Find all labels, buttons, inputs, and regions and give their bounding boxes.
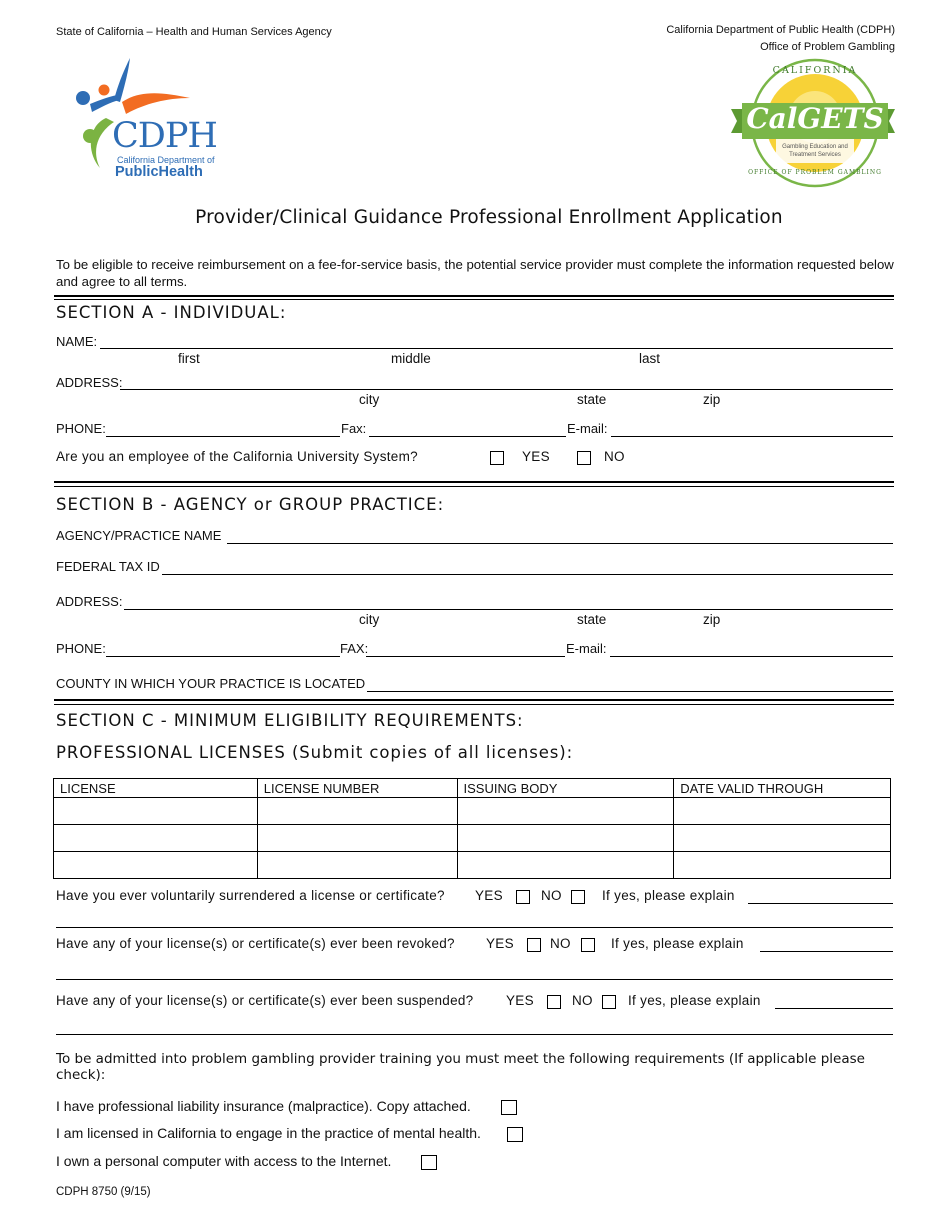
county-field[interactable] — [367, 691, 893, 692]
issuing-body-cell[interactable] — [457, 798, 674, 825]
requirements-intro: To be admitted into problem gambling provider training you must meet the following requirements (If applicable please check): — [56, 1051, 865, 1083]
surrendered-explain-label: If yes, please explain — [602, 888, 735, 903]
section-c-heading: SECTION C - MINIMUM ELIGIBILITY REQUIREMENTS: — [56, 711, 524, 730]
suspended-no-checkbox[interactable] — [602, 995, 616, 1009]
agency-zip-caption: zip — [703, 612, 721, 627]
employee-yes-checkbox[interactable] — [490, 451, 504, 465]
employee-yes-label: YES — [522, 449, 550, 464]
agency-address-field[interactable] — [124, 609, 893, 610]
cdph-subtitle: California Department of — [117, 155, 215, 165]
calgets-top-text: CALIFORNIA — [772, 65, 858, 76]
middle-name-caption: middle — [391, 351, 431, 366]
employee-no-checkbox[interactable] — [577, 451, 591, 465]
license-number-cell[interactable] — [257, 825, 457, 852]
date-valid-column-header: DATE VALID THROUGH — [674, 779, 891, 798]
agency-state-caption: state — [577, 612, 607, 627]
agency-city-caption: city — [359, 612, 380, 627]
surrendered-no-checkbox[interactable] — [571, 890, 585, 904]
date-valid-cell[interactable] — [674, 852, 891, 879]
requirement-computer-checkbox[interactable] — [421, 1155, 437, 1170]
section-c-divider-thin — [54, 704, 894, 705]
agency-fax-field[interactable] — [366, 656, 565, 657]
department-name: California Department of Public Health (CDPH) — [666, 24, 895, 36]
suspended-explain-field-2[interactable] — [56, 1034, 893, 1035]
requirement-insurance-text: I have professional liability insurance (malpractice). Copy attached. — [56, 1098, 471, 1114]
date-valid-cell[interactable] — [674, 825, 891, 852]
issuing-body-cell[interactable] — [457, 825, 674, 852]
agency-phone-label: PHONE: — [56, 641, 106, 656]
license-number-cell[interactable] — [257, 798, 457, 825]
agency-phone-field[interactable] — [106, 656, 340, 657]
name-field[interactable] — [100, 348, 893, 349]
phone-label: PHONE: — [56, 421, 106, 436]
section-a-divider-thin — [54, 299, 894, 300]
revoked-yes-label: YES — [486, 936, 514, 951]
license-cell[interactable] — [54, 825, 258, 852]
license-cell[interactable] — [54, 798, 258, 825]
first-name-caption: first — [178, 351, 200, 366]
issuing-body-column-header: ISSUING BODY — [457, 779, 674, 798]
employee-no-label: NO — [604, 449, 625, 464]
revoked-yes-checkbox[interactable] — [527, 938, 541, 952]
name-label: NAME: — [56, 334, 98, 349]
requirement-license-checkbox[interactable] — [507, 1127, 523, 1142]
suspended-yes-checkbox[interactable] — [547, 995, 561, 1009]
agency-name: State of California – Health and Human Services Agency — [56, 26, 332, 38]
suspended-no-label: NO — [572, 993, 593, 1008]
suspended-yes-label: YES — [506, 993, 534, 1008]
licenses-table — [53, 778, 891, 879]
email-field[interactable] — [611, 436, 893, 437]
requirement-insurance-checkbox[interactable] — [501, 1100, 517, 1115]
date-valid-cell[interactable] — [674, 798, 891, 825]
agency-name-field[interactable] — [227, 543, 893, 544]
section-b-heading: SECTION B - AGENCY or GROUP PRACTICE: — [56, 495, 445, 514]
revoked-no-label: NO — [550, 936, 571, 951]
address-field[interactable] — [120, 389, 893, 390]
intro-text: To be eligible to receive reimbursement on a fee-for-service basis, the potential service provider must complete the information requested below and agree to all terms. — [56, 257, 894, 289]
section-c-divider — [54, 699, 894, 701]
revoked-no-checkbox[interactable] — [581, 938, 595, 952]
section-a-heading: SECTION A - INDIVIDUAL: — [56, 303, 287, 322]
agency-email-field[interactable] — [610, 656, 893, 657]
calgets-tagline-1: Gambling Education and — [782, 144, 848, 150]
surrendered-question: Have you ever voluntarily surrendered a license or certificate? — [56, 888, 445, 903]
surrendered-no-label: NO — [541, 888, 562, 903]
section-b-divider — [54, 481, 894, 483]
requirement-computer-text: I own a personal computer with access to the Internet. — [56, 1153, 392, 1169]
agency-name-label: AGENCY/PRACTICE NAME — [56, 528, 222, 543]
phone-field[interactable] — [106, 436, 340, 437]
county-label: COUNTY IN WHICH YOUR PRACTICE IS LOCATED — [56, 676, 366, 691]
revoked-question: Have any of your license(s) or certificate(s) ever been revoked? — [56, 936, 455, 951]
surrendered-yes-label: YES — [475, 888, 503, 903]
public-health-wordmark — [115, 164, 203, 180]
fax-label: Fax: — [341, 421, 367, 436]
public-word: Public — [115, 164, 159, 180]
licenses-table-header — [54, 779, 891, 798]
health-word: Health — [158, 164, 203, 180]
surrendered-explain-field-2[interactable] — [56, 927, 893, 928]
last-name-caption: last — [639, 351, 661, 366]
license-cell[interactable] — [54, 852, 258, 879]
revoked-explain-field[interactable] — [760, 951, 893, 952]
surrendered-explain-field[interactable] — [748, 903, 893, 904]
calgets-tagline-2: Treatment Services — [789, 152, 841, 158]
revoked-explain-label: If yes, please explain — [611, 936, 744, 951]
suspended-explain-label: If yes, please explain — [628, 993, 761, 1008]
address-label: ADDRESS: — [56, 375, 123, 390]
calgets-bottom-text: OFFICE OF PROBLEM GAMBLING — [748, 169, 882, 176]
form-number: CDPH 8750 (9/15) — [56, 1186, 151, 1198]
tax-id-field[interactable] — [162, 574, 893, 575]
licenses-heading: PROFESSIONAL LICENSES (Submit copies of all licenses): — [56, 743, 574, 762]
table-row — [54, 825, 891, 852]
surrendered-yes-checkbox[interactable] — [516, 890, 530, 904]
section-b-divider-thin — [54, 486, 894, 487]
requirement-license-text: I am licensed in California to engage in the practice of mental health. — [56, 1125, 481, 1141]
page-title: Provider/Clinical Guidance Professional Enrollment Application — [195, 207, 783, 228]
employee-question: Are you an employee of the California University System? — [56, 449, 418, 464]
license-column-header: LICENSE — [54, 779, 258, 798]
tax-id-label: FEDERAL TAX ID — [56, 559, 160, 574]
zip-caption: zip — [703, 392, 721, 407]
email-label: E-mail: — [567, 421, 608, 436]
state-caption: state — [577, 392, 607, 407]
license-number-cell[interactable] — [257, 852, 457, 879]
section-a-divider — [54, 295, 894, 297]
fax-field[interactable] — [369, 436, 566, 437]
revoked-explain-field-2[interactable] — [56, 979, 893, 980]
office-name: Office of Problem Gambling — [760, 41, 895, 53]
agency-fax-label: FAX: — [340, 641, 369, 656]
license-number-column-header: LICENSE NUMBER — [257, 779, 457, 798]
suspended-question: Have any of your license(s) or certificate(s) ever been suspended? — [56, 993, 474, 1008]
table-row — [54, 852, 891, 879]
cdph-logo — [70, 56, 230, 182]
agency-address-label: ADDRESS: — [56, 594, 123, 609]
agency-email-label: E-mail: — [566, 641, 607, 656]
calgets-wordmark: CalGETS — [746, 102, 884, 135]
city-caption: city — [359, 392, 380, 407]
issuing-body-cell[interactable] — [457, 852, 674, 879]
cdph-wordmark: CDPH — [112, 116, 217, 156]
suspended-explain-field[interactable] — [775, 1008, 893, 1009]
calgets-logo — [728, 57, 898, 189]
table-row — [54, 798, 891, 825]
